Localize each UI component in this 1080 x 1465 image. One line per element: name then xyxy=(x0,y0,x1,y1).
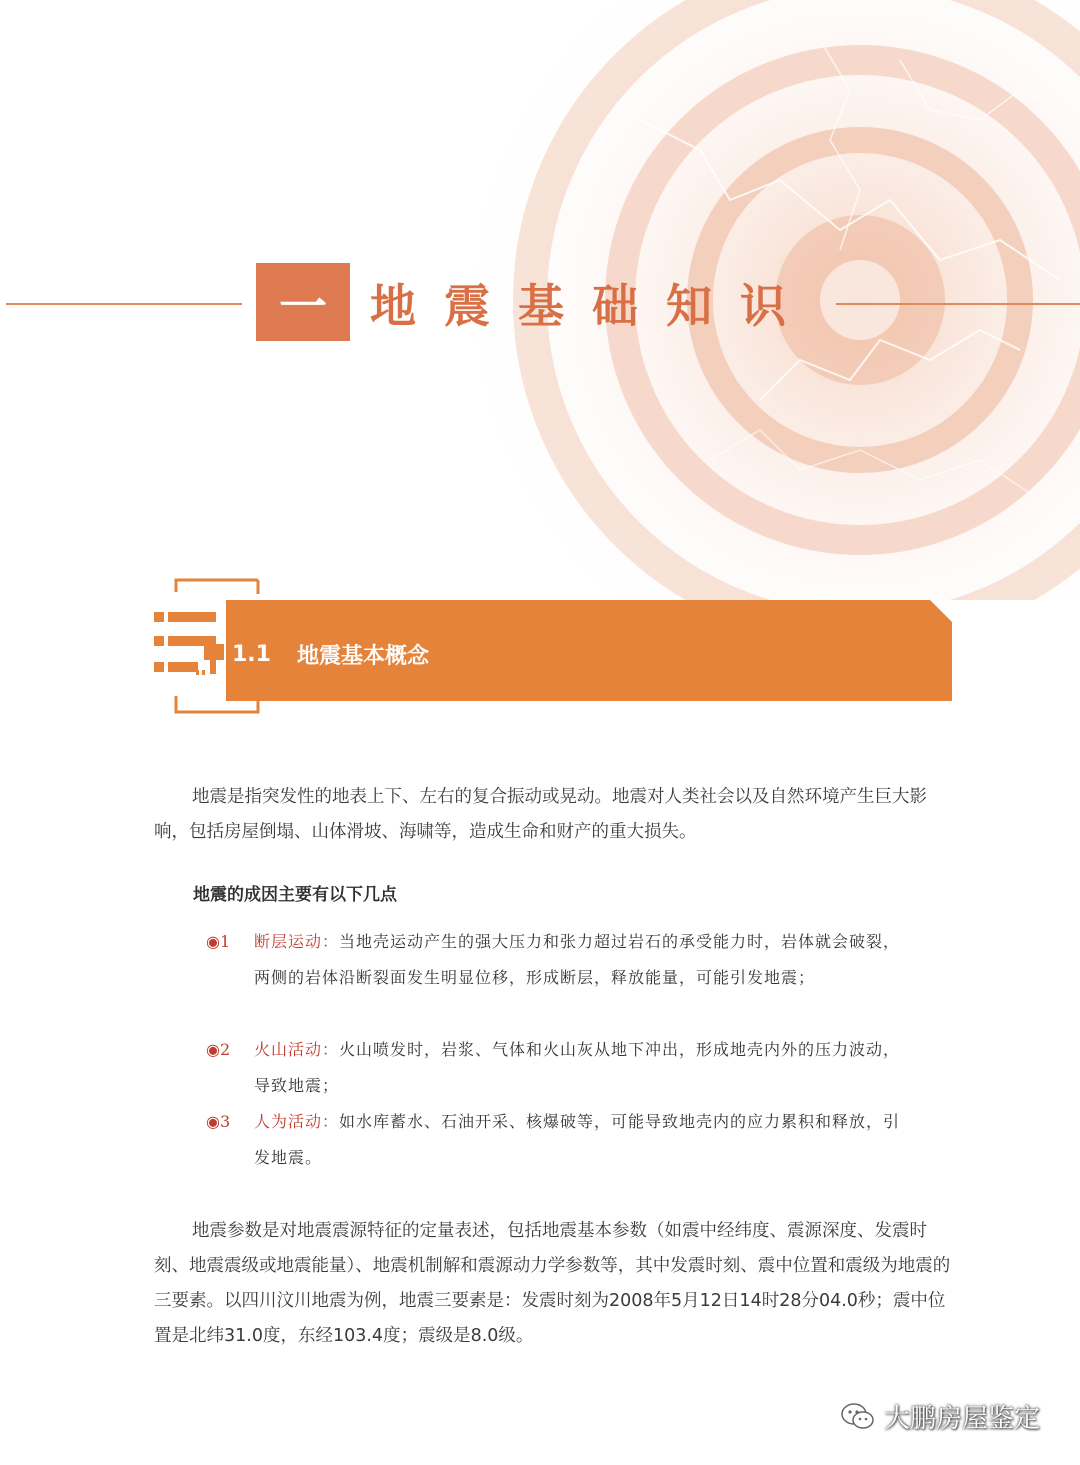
cause-text: 如水库蓄水、石油开采、核爆破等，可能导致地壳内的应力累积和释放，引发地震。 xyxy=(254,1112,901,1167)
section-heading xyxy=(232,634,429,674)
cause-label: 火山活动： xyxy=(254,1040,340,1059)
parameters-paragraph: 地震参数是对地震震源特征的定量表述，包括地震基本参数（如震中经纬度、震源深度、发震时刻、地震震级或地震能量）、地震机制解和震源动力学参数等，其中发震时刻、震中位置和震级为地震的三要素。以四川汶川地震为例，地震三要素是：发震时刻为2008年5月12日14时28分04.0秒；震中位置是北纬31.0度，东经103.4度；震级是8.0级。 xyxy=(154,1221,951,1346)
cause-marker: ◉3 xyxy=(206,1112,231,1131)
chapter-number: 一 xyxy=(256,263,350,341)
chapter-title: 地震基础知识 xyxy=(370,279,814,333)
account-watermark xyxy=(840,1398,1040,1435)
intro-paragraph: 地震是指突发性的地表上下、左右的复合振动或晃动。地震对人类社会以及自然环境产生巨大影响，包括房屋倒塌、山体滑坡、海啸等，造成生命和财产的重大损失。 xyxy=(154,787,927,842)
title-rule-right xyxy=(836,303,1080,305)
cause-text: 当地壳运动产生的强大压力和张力超过岩石的承受能力时，岩体就会破裂，两侧的岩体沿断裂面发生明显位移，形成断层，释放能量，可能引发地震； xyxy=(254,932,901,987)
cause-text: 火山喷发时，岩浆、气体和火山灰从地下冲出，形成地壳内外的压力波动，导致地震； xyxy=(254,1040,901,1095)
cause-marker: ◉1 xyxy=(206,932,231,951)
cause-item xyxy=(206,1032,906,1104)
cause-label: 断层运动： xyxy=(254,932,340,951)
title-rule-left xyxy=(6,303,242,305)
wechat-icon xyxy=(840,1399,876,1435)
causes-heading: 地震的成因主要有以下几点 xyxy=(193,885,397,905)
cause-label: 人为活动： xyxy=(254,1112,340,1131)
cause-item xyxy=(206,924,906,996)
section-number: 1.1 xyxy=(232,641,271,667)
watermark-text: 大鹏房屋鉴定 xyxy=(884,1404,1041,1434)
section-title: 地震基本概念 xyxy=(296,643,429,669)
cause-marker: ◉2 xyxy=(206,1040,231,1059)
cause-item xyxy=(206,1104,906,1176)
